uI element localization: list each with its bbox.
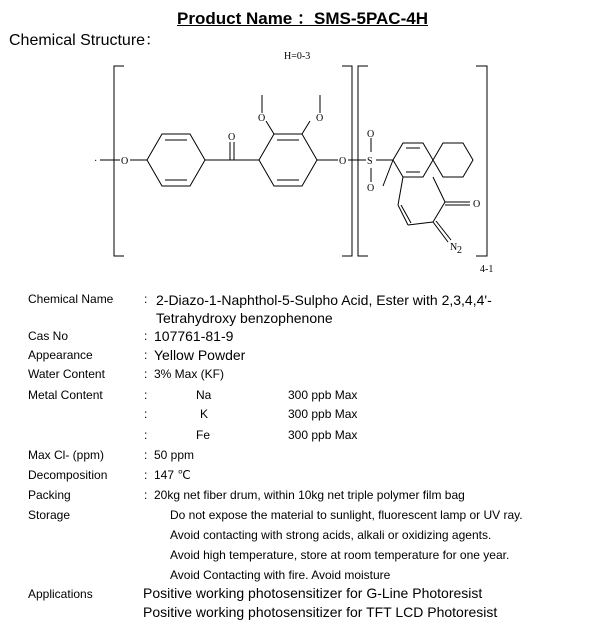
water-content-value: 3% Max (KF) [154, 367, 225, 381]
storage-line-2: Avoid contacting with strong acids, alkali or oxidizing agents. [170, 528, 492, 542]
colon: : [144, 407, 148, 421]
methoxy-oxygen-1: O [258, 113, 266, 124]
metal-element-fe: Fe [196, 428, 211, 442]
methoxy-oxygen-2: O [316, 113, 324, 124]
metal-value-na: 300 ppb Max [288, 388, 358, 402]
right-bracket [476, 66, 487, 256]
colon: : [144, 468, 148, 482]
metal-element-na: Na [196, 388, 212, 402]
colon: : [144, 428, 148, 442]
metal-value-k: 300 ppb Max [288, 407, 358, 421]
applications-label: Applications [28, 587, 93, 601]
metal-element-k: K [200, 407, 209, 421]
appearance-value: Yellow Powder [154, 347, 246, 363]
sulfonyl-oxygen-bottom: O [367, 183, 375, 194]
storage-line-4: Avoid Contacting with fire. Avoid moisture [170, 568, 391, 582]
keto-oxygen: O [228, 132, 236, 143]
polymer-end-dot: · [94, 156, 98, 167]
application-line-2: Positive working photosensitizer for TFT LCD Photoresist [143, 604, 498, 620]
colon: : [144, 329, 148, 343]
colon: : [144, 292, 148, 306]
metal-value-fe: 300 ppb Max [288, 428, 358, 442]
sulfur-atom: S [367, 156, 373, 167]
decomposition-value: 147 ℃ [154, 468, 191, 482]
chemical-name-line2: Tetrahydroxy benzophenone [156, 310, 333, 326]
product-title: Product Name ：SMS-5PAC-4H [177, 9, 428, 28]
chemical-name-line1: 2-Diazo-1-Naphthol-5-Sulpho Acid, Ester with 2,3,4,4'- [156, 292, 492, 308]
chemical-structure-label: Chemical Structure： [9, 32, 162, 49]
metal-content-label: Metal Content [28, 388, 103, 402]
colon: : [144, 348, 148, 362]
h-range-label: H=0-3 [284, 51, 311, 62]
oxygen-left: O [121, 156, 129, 167]
storage-label: Storage [28, 508, 71, 522]
max-cl-value: 50 ppm [154, 448, 195, 462]
trihydroxy-ring [259, 134, 317, 186]
diazo-subscript: 2 [457, 245, 462, 256]
phenyl-ring [147, 134, 205, 186]
sulfonyl-oxygen-top: O [367, 129, 375, 140]
max-cl-label: Max Cl- (ppm) [28, 448, 105, 462]
decomposition-label: Decomposition [28, 468, 108, 482]
naphthol-oxygen: O [473, 199, 481, 210]
appearance-label: Appearance [28, 348, 93, 362]
colon: : [144, 488, 148, 502]
cas-label: Cas No [28, 329, 69, 343]
colon: : [144, 448, 148, 462]
storage-line-3: Avoid high temperature, store at room temperature for one year. [170, 548, 510, 562]
storage-line-1: Do not expose the material to sunlight, fluorescent lamp or UV ray. [170, 508, 523, 522]
chemical-structure-diagram [0, 0, 605, 285]
packing-label: Packing [28, 488, 71, 502]
packing-value: 20kg net fiber drum, within 10kg net triple polymer film bag [154, 488, 465, 502]
diazo-n: N [450, 242, 458, 253]
cas-value: 107761-81-9 [154, 328, 234, 344]
water-content-label: Water Content [28, 367, 105, 381]
application-line-1: Positive working photosensitizer for G-Line Photoresist [143, 585, 483, 601]
ether-oxygen: O [339, 156, 347, 167]
repeat-subscript: 4-1 [480, 264, 494, 275]
colon: : [144, 367, 148, 381]
chemical-name-label: Chemical Name [28, 292, 114, 306]
colon: : [144, 388, 148, 402]
